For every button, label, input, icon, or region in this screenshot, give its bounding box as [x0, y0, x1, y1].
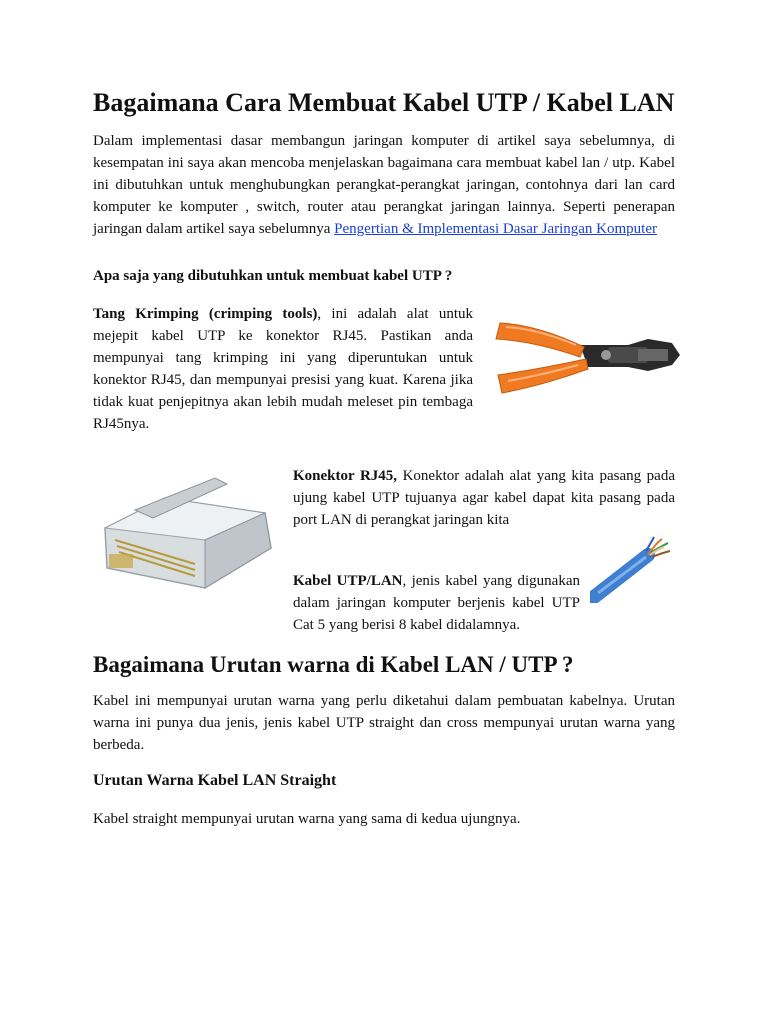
- page-title: Bagaimana Cara Membuat Kabel UTP / Kabel LAN: [93, 88, 675, 117]
- cable-paragraph: [293, 570, 580, 636]
- connector-term: Konektor RJ45,: [293, 468, 398, 484]
- section1-heading: Apa saja yang dibutuhkan untuk membuat kabel UTP ?: [93, 268, 453, 284]
- crimping-paragraph: [93, 303, 473, 435]
- rj45-connector-image: [95, 468, 277, 598]
- cable-term: Kabel UTP/LAN: [293, 573, 403, 589]
- connector-text: Konektor adalah alat yang kita pasang pada ujung kabel UTP tujuanya agar kabel dapat kita pasang pada port LAN di perangkat jaringan kita: [293, 468, 675, 528]
- utp-cable-image: [590, 535, 674, 603]
- connector-paragraph: [293, 465, 675, 531]
- section2-subparagraph: Kabel straight mempunyai urutan warna yang sama di kedua ujungnya.: [93, 811, 521, 827]
- crimping-tool-image: [488, 305, 684, 400]
- intro-link[interactable]: Pengertian & Implementasi Dasar Jaringan Komputer: [334, 221, 657, 237]
- cable-text: , jenis kabel yang digunakan dalam jaringan komputer berjenis kabel UTP Cat 5 yang berisi 8 kabel didalamnya.: [293, 573, 580, 633]
- intro-text: Dalam implementasi dasar membangun jaringan komputer di artikel saya sebelumnya, di kesempatan ini saya akan mencoba menjelaskan bagaimana cara membuat kabel lan / utp. Kabel ini dibutuhkan untuk menghubungkan perangkat-perangkat jaringan, contohnya dari lan card komputer ke komputer , switch, router atau perangkat jaringan lainnya. Seperti penerapan jaringan dalam artikel saya sebelumnya: [93, 133, 675, 237]
- crimping-text: , ini adalah alat untuk mejepit kabel UTP ke konektor RJ45. Pastikan anda mempunyai tang krimping ini yang diperuntukan untuk konektor RJ45, dan mempunyai presisi yang kuat. Karena jika tidak kuat penjepitnya akan lebih mudah meleset pin tembaga RJ45nya.: [93, 306, 474, 432]
- section2-subheading: Urutan Warna Kabel LAN Straight: [93, 772, 337, 789]
- intro-paragraph: [93, 130, 675, 240]
- crimping-term: Tang Krimping (crimping tools): [93, 306, 318, 322]
- section2-paragraph: Kabel ini mempunyai urutan warna yang perlu diketahui dalam pembuatan kabelnya. Urutan warna ini punya dua jenis, jenis kabel UTP straight dan cross mempunyai urutan warna yang berbeda.: [93, 693, 675, 753]
- section2-heading: Bagaimana Urutan warna di Kabel LAN / UTP ?: [93, 652, 574, 677]
